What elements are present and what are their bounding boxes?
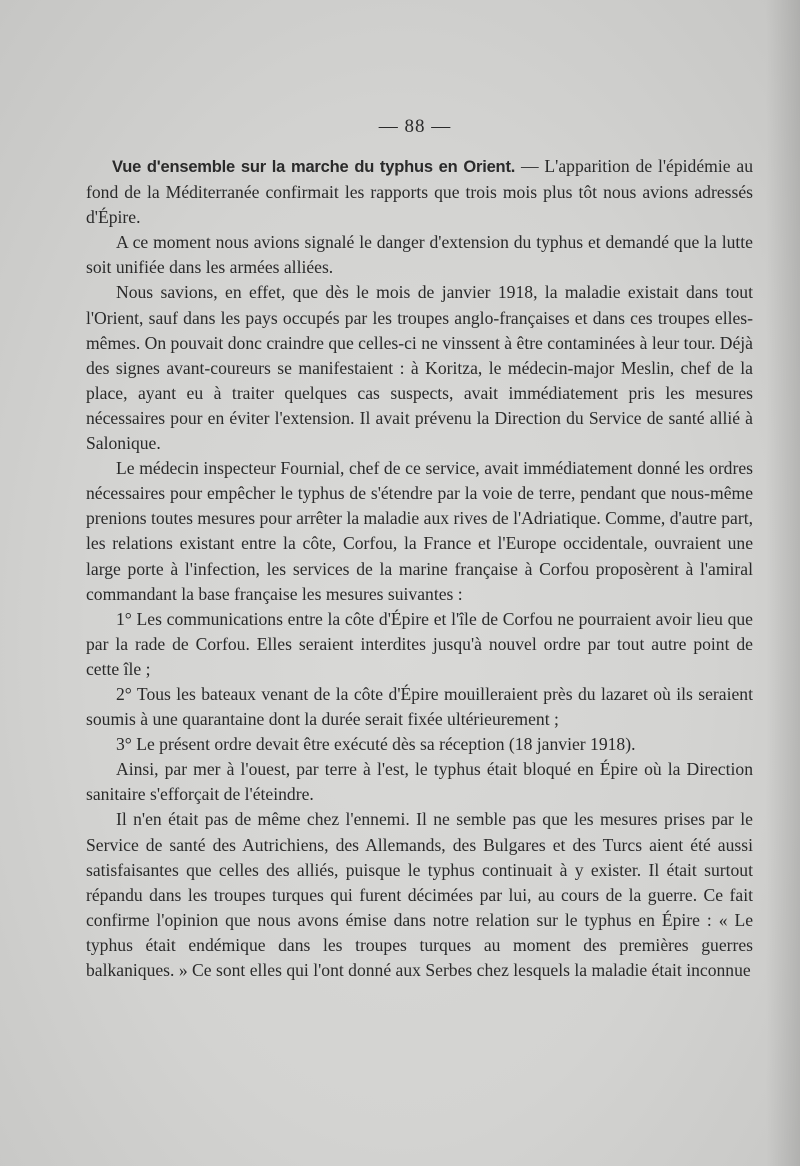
- paragraph-1: [86, 154, 753, 230]
- body-text: [86, 154, 753, 983]
- paragraph-4: Le médecin inspecteur Fournial, chef de ce service, avait immédiatement donné les ordres nécessaires pour empêcher le typhus de s'étendre par la voie de terre, pendant que nous-même prenions toutes mesures pour arrêter la maladie aux rives de l'Adriatique. Comme, d'autre part, les relations existant entre la côte, Corfou, la France et l'Europe occidentale, ouvraient une large porte à l'infection, les services de la marine française à Corfou proposèrent à l'amiral commandant la base française les mesures suivantes :: [86, 458, 753, 604]
- section-heading: Vue d'ensemble sur la marche du typhus en Orient.: [112, 158, 516, 176]
- paragraph-2: A ce moment nous avions signalé le danger d'extension du typhus et demandé que la lutte soit unifiée dans les armées alliées.: [86, 232, 753, 278]
- paragraph-6: Il n'en était pas de même chez l'ennemi. Il ne semble pas que les mesures prises par le Service de santé des Autrichiens, des Allemands, des Bulgares et des Turcs aient été aussi satisfaisantes que celles des alliés, puisque le typhus continuait à y exister. Il était surtout répandu dans les troupes turques qui furent décimées par lui, au cours de la guerre. Ce fait confirme l'opinion que nous avons émise dans notre relation sur le typhus en Épire : « Le typhus était endémique dans les troupes turques au moment des premières guerres balkaniques. » Ce sont elles qui l'ont donné aux Serbes chez lesquels la maladie était inconnue: [86, 809, 753, 980]
- paragraph-1-text: — L'apparition de l'épidémie au fond de la Méditerranée confirmait les rapports que trois mois plus tôt nous avions adressés d'Épire.: [86, 156, 754, 228]
- list-item-1: 1° Les communications entre la côte d'Épire et l'île de Corfou ne pourraient avoir lieu que par la rade de Corfou. Elles seraient interdites jusqu'à nouvel ordre par tout autre point de cette île ;: [86, 608, 753, 679]
- list-item-2: 2° Tous les bateaux venant de la côte d'Épire mouilleraient près du lazaret où ils seraient soumis à une quarantaine dont la durée serait fixée ultérieurement ;: [86, 683, 753, 730]
- list-item-3: 3° Le présent ordre devait être exécuté dès sa réception (18 janvier 1918).: [116, 734, 636, 755]
- page-number: — 88 —: [378, 116, 452, 137]
- page-edge-shadow: [766, 0, 800, 1166]
- paragraph-3: Nous savions, en effet, que dès le mois de janvier 1918, la maladie existait dans tout l'Orient, sauf dans les pays occupés par les troupes anglo-françaises et dans ces troupes elles-mêmes. On pouvait donc craindre que celles-ci ne vinssent à être contaminées à leur tour. Déjà des signes avant-coureurs se manifestaient : à Koritza, le médecin-major Meslin, chef de la place, ayant eu à traiter quelques cas suspects, avait immédiatement pris les mesures nécessaires pour en éviter l'extension. Il avait prévenu la Direction du Service de santé allié à Salonique.: [86, 282, 753, 454]
- paragraph-5: Ainsi, par mer à l'ouest, par terre à l'est, le typhus était bloqué en Épire où la Direction sanitaire s'efforçait de l'éteindre.: [86, 759, 753, 805]
